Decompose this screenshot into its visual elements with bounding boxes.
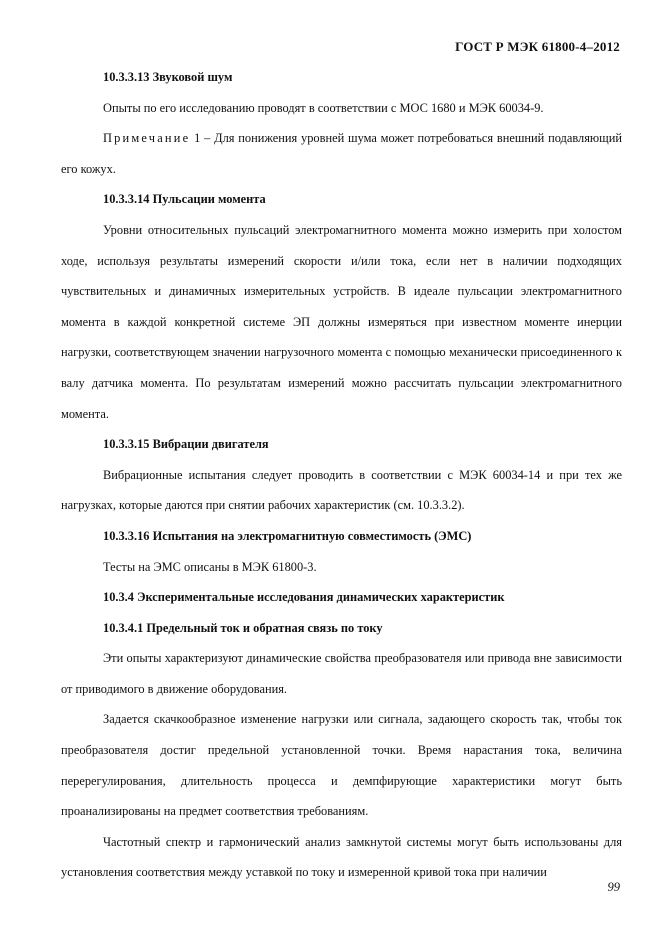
section-heading: 10.3.4 Экспериментальные исследования динамических характеристик [103,590,505,605]
paragraph: Частотный спектр и гармонический анализ замкнутой системы могут быть использованы для установления соответствия между уставкой по току и измеренной кривой тока при наличии [61,834,622,880]
paragraph: Опыты по его исследованию проводят в соответствии с МОС 1680 и МЭК 60034-9. [103,100,544,115]
paragraph: Задается скачкообразное изменение нагрузки или сигнала, задающего скорость так, чтобы ток преобразователя достиг предельной установленной точки. Время нарастания тока, величина перерегулирования, длительность процесса и демпфирующие характеристики могут быть проанализированы на предмет соответствия требованиям. [61,712,622,819]
document-body [61,62,622,888]
note-text: 1 – Для понижения уровней шума может потребоваться внешний подавляющий его кожух. [61,131,622,176]
section-heading: 10.3.3.15 Вибрации двигателя [103,437,269,452]
paragraph: Тесты на ЭМС описаны в МЭК 61800-3. [103,559,317,574]
standard-header: ГОСТ Р МЭК 61800-4–2012 [455,39,620,54]
section-heading: 10.3.3.16 Испытания на электромагнитную совместимость (ЭМС) [103,528,472,543]
paragraph: Эти опыты характеризуют динамические свойства преобразователя или привода вне зависимости от приводимого в движение оборудования. [61,651,622,696]
section-heading: 10.3.4.1 Предельный ток и обратная связь по току [103,620,383,635]
section-heading: 10.3.3.13 Звуковой шум [103,70,233,84]
paragraph: Вибрационные испытания следует проводить в соответствии с МЭК 60034-14 и при тех же нагрузках, которые даются при снятии рабочих характеристик (см. 10.3.3.2). [61,467,622,513]
paragraph: Уровни относительных пульсаций электромагнитного момента можно измерить при холостом ходе, используя результаты измерений скорости и/или тока, если нет в наличии подходящих чувствительных и динамичных измерительных устройств. В идеале пульсации электромагнитного момента в каждой конкретной системе ЭП должны измеряться при известном моменте инерции нагрузки, соответствующем значении нагрузочного момента с помощью механически присоединенного к валу датчика момента. По результатам измерений можно рассчитать пульсации электромагнитного момента. [61,222,622,421]
note-label: Примечание [103,131,191,146]
note-paragraph [61,123,622,184]
page-number: 99 [607,880,620,894]
section-heading: 10.3.3.14 Пульсации момента [103,192,266,207]
